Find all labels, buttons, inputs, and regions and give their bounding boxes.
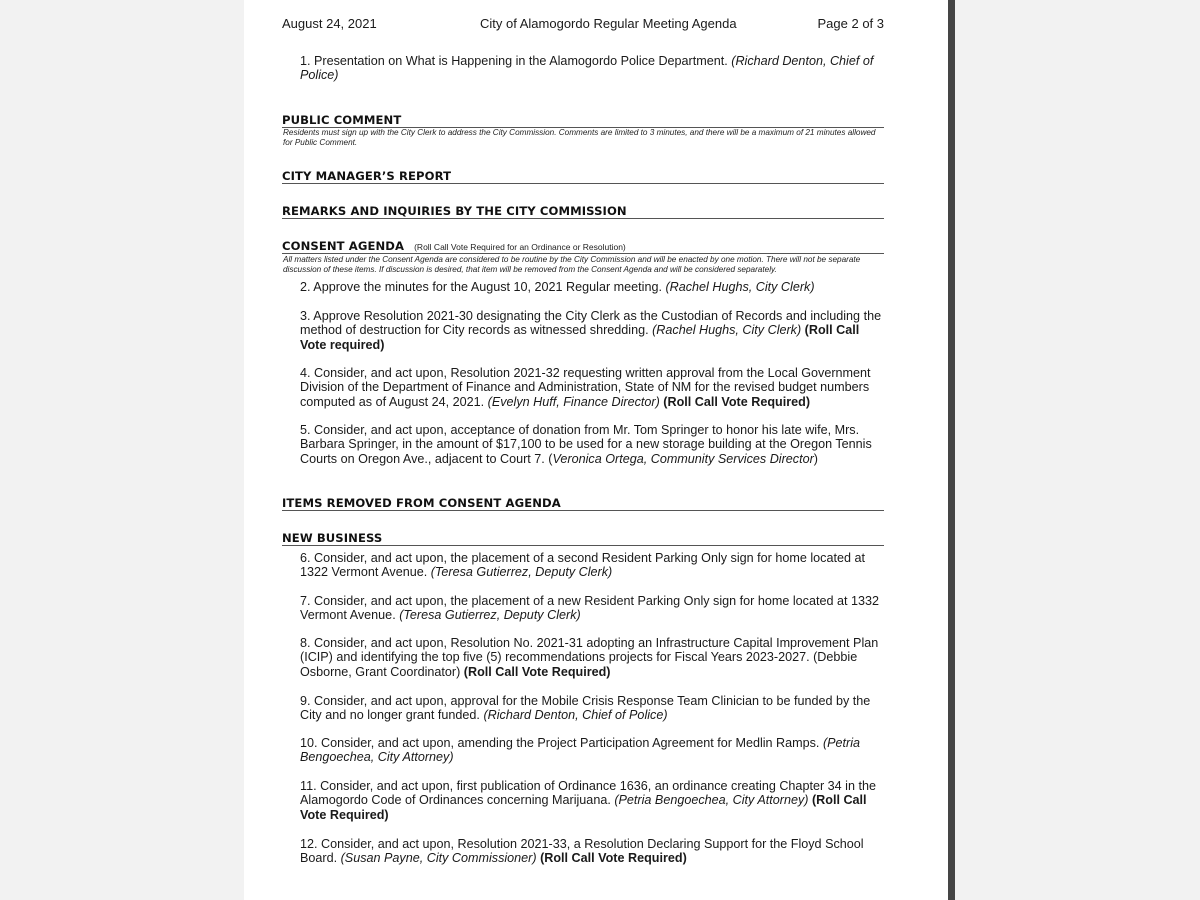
agenda-item-2 xyxy=(300,280,884,294)
page-edge-divider xyxy=(948,0,955,900)
section-title: CITY MANAGER’S REPORT xyxy=(282,169,452,183)
section-title: PUBLIC COMMENT xyxy=(282,113,402,127)
item-presenter: (Petria Bengoechea, City Attorney) xyxy=(300,736,861,765)
section-note: (Roll Call Vote Required for an Ordinance or Resolution) xyxy=(414,242,626,252)
agenda-item-4 xyxy=(300,366,884,409)
item-presenter: (Richard Denton, Chief of Police) xyxy=(483,708,668,723)
item-text: 1. Presentation on What is Happening in the Alamogordo Police Department. xyxy=(300,54,732,68)
header-date: August 24, 2021 xyxy=(282,16,377,31)
item-text: 12. Consider, and act upon, Resolution 2021-33, a Resolution Declaring Support for the Floyd School Board. xyxy=(300,837,864,866)
section-city-manager-report xyxy=(282,167,884,184)
item-suffix: ) xyxy=(813,451,818,466)
section-public-comment xyxy=(282,111,884,128)
section-items-removed xyxy=(282,494,884,511)
item-text: 7. Consider, and act upon, the placement of a new Resident Parking Only sign for home located at 1332 Vermont Avenue. xyxy=(300,594,879,623)
item-presenter: (Petria Bengoechea, City Attorney) xyxy=(614,793,809,808)
item-vote-required: (Roll Call Vote Required) xyxy=(460,664,611,679)
header-title: City of Alamogordo Regular Meeting Agenda xyxy=(480,16,737,31)
header-page-number: Page 2 of 3 xyxy=(817,16,884,31)
agenda-item-1 xyxy=(300,54,884,83)
item-presenter: (Evelyn Huff, Finance Director) xyxy=(487,394,660,409)
item-text: 10. Consider, and act upon, amending the Project Participation Agreement for Medlin Ramps. xyxy=(300,736,823,750)
consent-agenda-description: All matters listed under the Consent Agenda are considered to be routine by the City Commission and will be enacted by one motion. There will not be separate discussion of these items. If discussion is desired, that item will be removed from the Consent Agenda and will be considered separately. xyxy=(283,255,861,274)
page-header xyxy=(282,16,884,32)
item-text: 11. Consider, and act upon, first publication of Ordinance 1636, an ordinance creating Chapter 34 in the Alamogordo Code of Ordinances concerning Marijuana. xyxy=(300,779,876,808)
agenda-item-5 xyxy=(300,423,884,466)
item-presenter: (Susan Payne, City Commissioner) xyxy=(340,851,537,866)
item-presenter: (Richard Denton, Chief of Police) xyxy=(300,54,874,83)
item-presenter: Veronica Ortega, Community Services Director xyxy=(552,451,814,466)
item-presenter: (Rachel Hughs, City Clerk) xyxy=(665,280,815,294)
agenda-item-10 xyxy=(300,736,884,765)
item-text: 2. Approve the minutes for the August 10, 2021 Regular meeting. xyxy=(300,280,666,294)
section-new-business xyxy=(282,529,884,546)
agenda-item-12 xyxy=(300,837,884,866)
public-comment-description: Residents must sign up with the City Clerk to address the City Commission. Comments are limited to 3 minutes, and there will be a maximum of 21 minutes allowed for Public Comment. xyxy=(283,128,876,147)
item-text: 3. Approve Resolution 2021-30 designating the City Clerk as the Custodian of Records and including the method of destruction for City records as witnessed shredding. xyxy=(300,309,882,338)
item-text: 5. Consider, and act upon, acceptance of donation from Mr. Tom Springer to honor his late wife, Mrs. Barbara Springer, in the amount of $17,100 to be used for a new storage building at the Oregon Tennis Courts on Oregon Ave., adjacent to Court 7. ( xyxy=(300,423,872,466)
item-vote-required: (Roll Call Vote required) xyxy=(300,323,860,352)
item-vote-required: (Roll Call Vote Required) xyxy=(536,851,687,866)
item-presenter: (Teresa Gutierrez, Deputy Clerk) xyxy=(430,565,613,580)
item-text: 9. Consider, and act upon, approval for the Mobile Crisis Response Team Clinician to be funded by the City and no longer grant funded. xyxy=(300,694,871,723)
item-text: 8. Consider, and act upon, Resolution No. 2021-31 adopting an Infrastructure Capital Improvement Plan (ICIP) and identifying the top five (5) recommendations projects for Fiscal Years 2023-2027. (Debbie Osborne, Grant Coordinator) xyxy=(300,636,879,679)
item-text: 6. Consider, and act upon, the placement of a second Resident Parking Only sign for home located at 1322 Vermont Avenue. xyxy=(300,551,865,580)
agenda-item-8 xyxy=(300,636,884,679)
agenda-item-6 xyxy=(300,551,884,580)
item-vote-required: (Roll Call Vote Required) xyxy=(659,394,811,409)
section-title: NEW BUSINESS xyxy=(282,531,383,545)
agenda-item-9 xyxy=(300,694,884,723)
section-title: CONSENT AGENDA xyxy=(282,239,405,253)
section-consent-agenda xyxy=(282,237,884,254)
item-presenter: (Rachel Hughs, City Clerk) xyxy=(652,323,802,338)
item-presenter: (Teresa Gutierrez, Deputy Clerk) xyxy=(399,608,581,623)
agenda-item-7 xyxy=(300,594,884,623)
item-text: 4. Consider, and act upon, Resolution 2021-32 requesting written approval from the Local Government Division of the Department of Finance and Administration, State of NM for the revised budget numbers computed as of August 24, 2021. xyxy=(300,366,871,409)
section-remarks-inquiries xyxy=(282,202,884,219)
section-title: REMARKS AND INQUIRIES BY THE CITY COMMISSION xyxy=(282,204,627,218)
document-page xyxy=(244,0,948,900)
section-title: ITEMS REMOVED FROM CONSENT AGENDA xyxy=(282,496,561,510)
agenda-item-11 xyxy=(300,779,884,822)
agenda-item-3 xyxy=(300,309,884,352)
item-vote-required: (Roll Call Vote Required) xyxy=(300,793,867,822)
